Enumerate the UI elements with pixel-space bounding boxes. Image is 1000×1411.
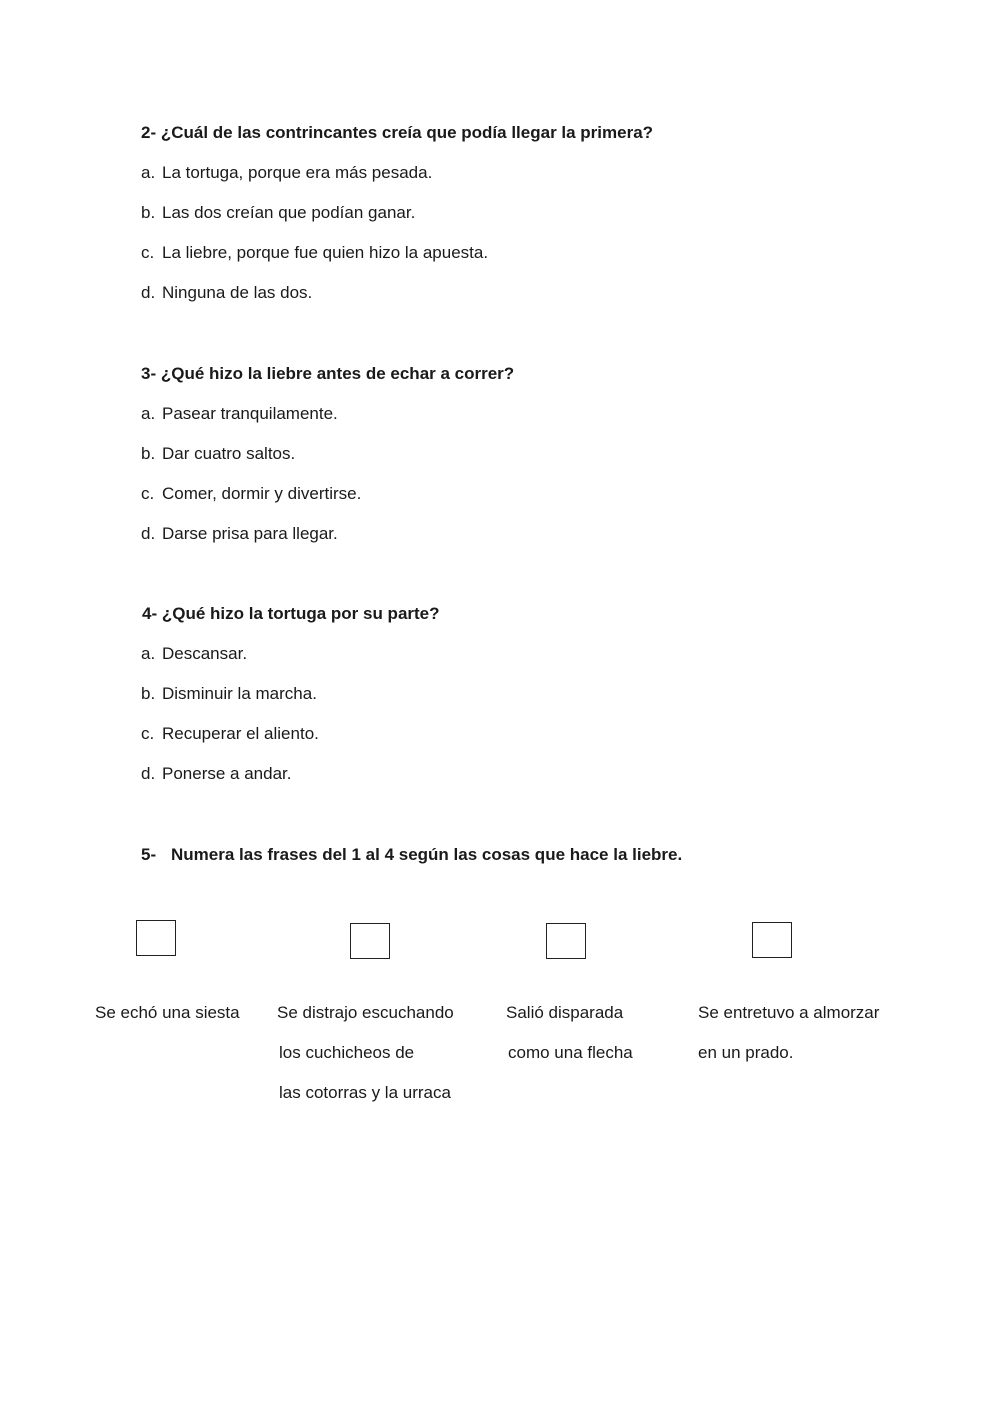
option-text: La tortuga, porque era más pesada. <box>162 163 433 182</box>
question-3-option-c[interactable] <box>141 484 361 504</box>
option-letter: b. <box>141 444 156 463</box>
phrase-2-line-1: Se distrajo escuchando <box>277 1003 454 1022</box>
question-3-option-a[interactable] <box>141 404 338 424</box>
order-box-1[interactable] <box>136 920 176 956</box>
question-2-option-a[interactable] <box>141 163 432 183</box>
question-5-number: 5- <box>141 845 157 864</box>
question-2-option-c[interactable] <box>141 243 488 263</box>
option-text: Disminuir la marcha. <box>162 684 317 703</box>
option-letter: a. <box>141 404 156 423</box>
option-text: Pasear tranquilamente. <box>162 404 338 423</box>
option-letter: d. <box>141 283 156 302</box>
option-text: Ponerse a andar. <box>162 764 292 783</box>
order-box-4[interactable] <box>752 922 792 958</box>
phrase-4-line-1: Se entretuvo a almorzar <box>698 1003 880 1022</box>
option-text: Recuperar el aliento. <box>162 724 319 743</box>
option-text: Dar cuatro saltos. <box>162 444 296 463</box>
option-text: Darse prisa para llegar. <box>162 524 338 543</box>
question-3-option-d[interactable] <box>141 524 338 544</box>
question-3-title: 3- ¿Qué hizo la liebre antes de echar a correr? <box>141 364 515 383</box>
question-5-title: Numera las frases del 1 al 4 según las cosas que hace la liebre. <box>171 845 683 864</box>
question-2-option-b[interactable] <box>141 203 415 223</box>
question-3-option-b[interactable] <box>141 444 295 464</box>
phrase-3-line-2: como una flecha <box>508 1043 633 1062</box>
option-text: Ninguna de las dos. <box>162 283 313 302</box>
phrase-2-line-3: las cotorras y la urraca <box>279 1083 451 1102</box>
phrase-2-line-2: los cuchicheos de <box>279 1043 415 1062</box>
option-letter: c. <box>141 724 155 743</box>
question-4-option-a[interactable] <box>141 644 247 664</box>
option-letter: c. <box>141 243 155 262</box>
option-letter: b. <box>141 203 156 222</box>
option-letter: d. <box>141 524 156 543</box>
option-letter: a. <box>141 163 156 182</box>
question-2-title: 2- ¿Cuál de las contrincantes creía que podía llegar la primera? <box>141 123 654 142</box>
option-text: La liebre, porque fue quien hizo la apuesta. <box>162 243 489 262</box>
option-text: Las dos creían que podían ganar. <box>162 203 416 222</box>
option-text: Descansar. <box>162 644 248 663</box>
phrase-4-line-2: en un prado. <box>698 1043 794 1062</box>
option-letter: c. <box>141 484 155 503</box>
phrase-1-line-1: Se echó una siesta <box>95 1003 240 1022</box>
option-text: Comer, dormir y divertirse. <box>162 484 362 503</box>
option-letter: d. <box>141 764 156 783</box>
phrase-3-line-1: Salió disparada <box>506 1003 624 1022</box>
question-4-option-c[interactable] <box>141 724 319 744</box>
question-4-option-d[interactable] <box>141 764 291 784</box>
question-2-option-d[interactable] <box>141 283 312 303</box>
question-4-option-b[interactable] <box>141 684 317 704</box>
order-box-2[interactable] <box>350 923 390 959</box>
option-letter: a. <box>141 644 156 663</box>
order-box-3[interactable] <box>546 923 586 959</box>
question-4-title: 4- ¿Qué hizo la tortuga por su parte? <box>142 604 440 623</box>
option-letter: b. <box>141 684 156 703</box>
